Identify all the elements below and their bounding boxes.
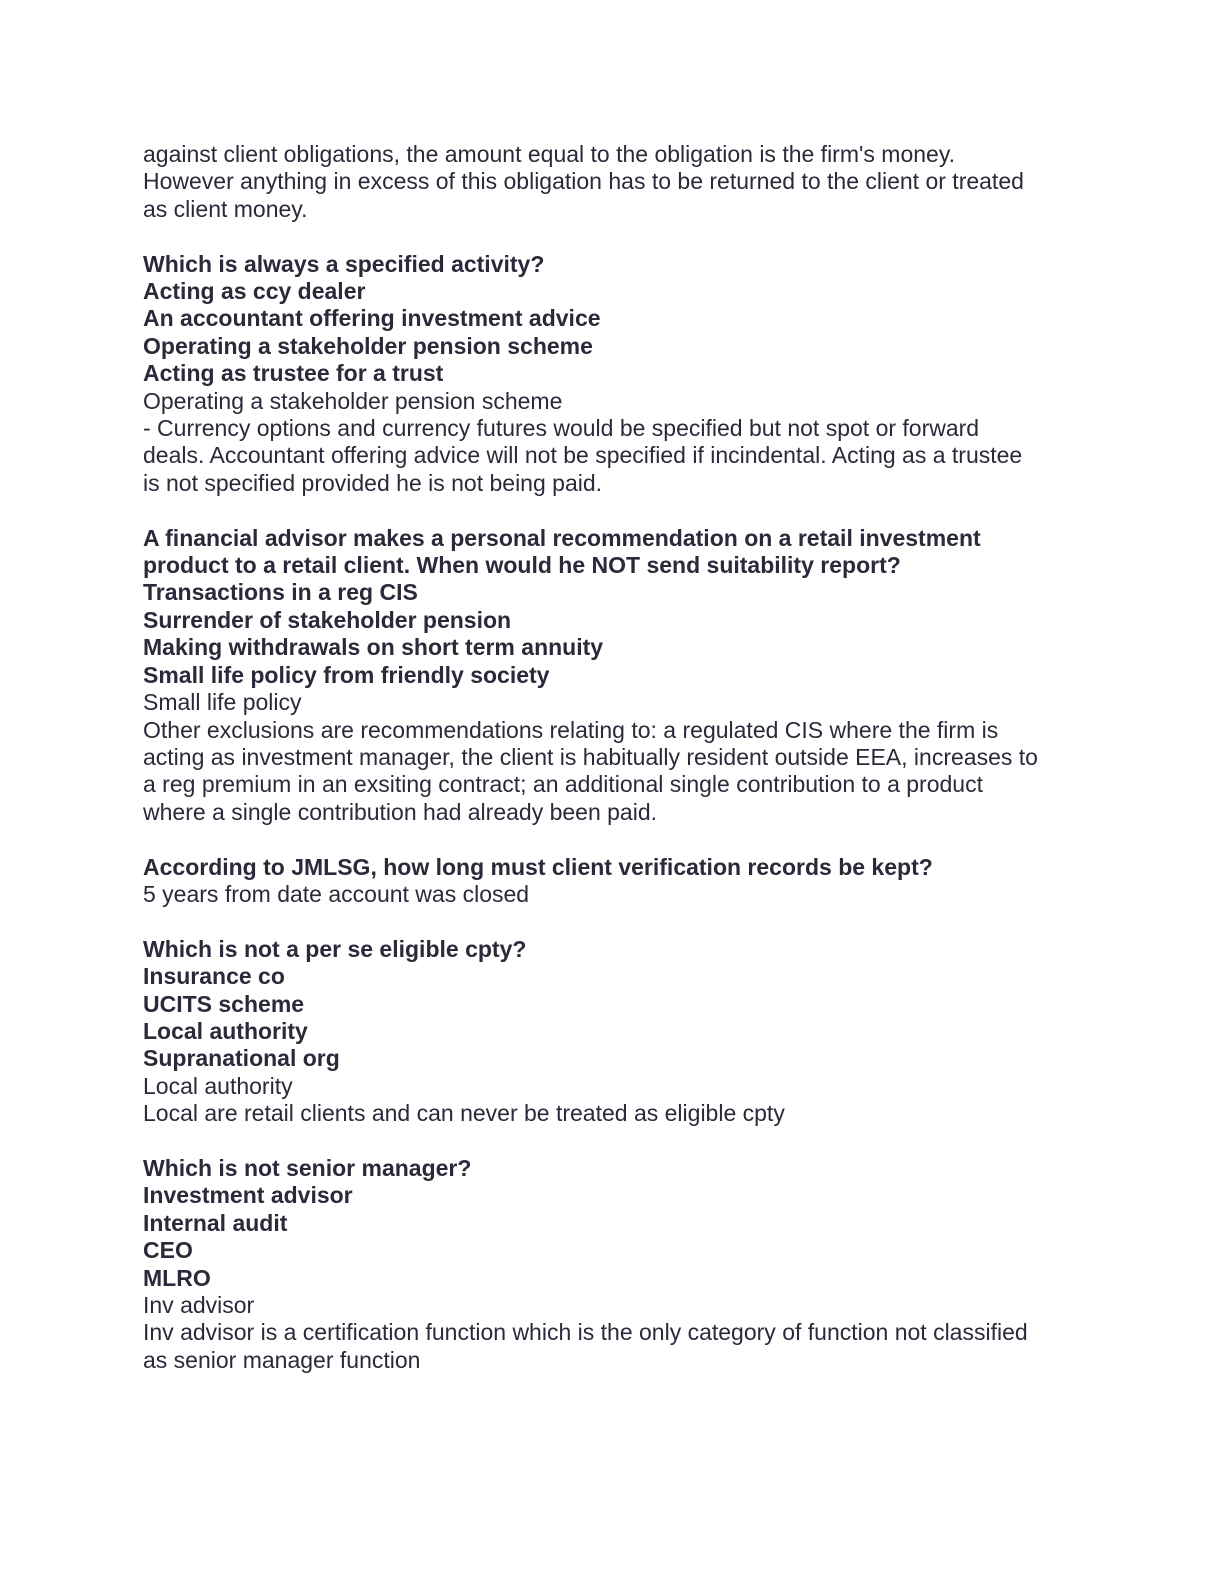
option-text: Surrender of stakeholder pension: [143, 606, 512, 633]
option-text: Small life policy from friendly society: [143, 661, 550, 688]
option-text: Acting as trustee for a trust: [143, 360, 444, 387]
explanation-line: a reg premium in an exsiting contract; an additional single contribution to a product: [143, 771, 983, 798]
question-text: According to JMLSG, how long must client verification records be kept?: [143, 853, 933, 880]
option-text: Investment advisor: [143, 1182, 353, 1209]
answer-text: Inv advisor: [143, 1291, 255, 1318]
option-text: Supranational org: [143, 1045, 340, 1072]
intro-line: as client money.: [143, 195, 308, 222]
explanation-line: deals. Accountant offering advice will not be specified if incindental. Acting as a trustee: [143, 442, 1023, 469]
option-text: Local authority: [143, 1017, 308, 1044]
flashcard: [143, 936, 1083, 1128]
paragraph-gap: [143, 497, 1083, 524]
explanation-line: is not specified provided he is not being paid.: [143, 469, 603, 496]
explanation-line: - Currency options and currency futures would be specified but not spot or forward: [143, 415, 980, 442]
option-text: An accountant offering investment advice: [143, 305, 601, 332]
explanation-line: as senior manager function: [143, 1346, 421, 1373]
question-text: Which is not senior manager?: [143, 1154, 472, 1181]
flashcard: [143, 525, 1083, 826]
paragraph-gap: [143, 223, 1083, 250]
question-text: A financial advisor makes a personal recommendation on a retail investment: [143, 524, 981, 551]
option-text: MLRO: [143, 1264, 211, 1291]
paragraph-gap: [143, 908, 1083, 935]
option-text: Acting as ccy dealer: [143, 278, 366, 305]
option-text: Transactions in a reg CIS: [143, 579, 418, 606]
document-page: [143, 141, 1083, 1374]
answer-text: Small life policy: [143, 689, 302, 716]
paragraph-gap: [143, 1128, 1083, 1155]
flashcard: [143, 854, 1083, 909]
answer-text: Operating a stakeholder pension scheme: [143, 387, 563, 414]
explanation-line: Inv advisor is a certification function which is the only category of function not classified: [143, 1319, 1028, 1346]
question-text: product to a retail client. When would he NOT send suitability report?: [143, 552, 901, 579]
question-text: Which is not a per se eligible cpty?: [143, 935, 527, 962]
option-text: UCITS scheme: [143, 990, 305, 1017]
explanation-line: where a single contribution had already been paid.: [143, 798, 658, 825]
option-text: Insurance co: [143, 963, 285, 990]
paragraph-gap: [143, 826, 1083, 853]
answer-text: 5 years from date account was closed: [143, 880, 530, 907]
question-text: Which is always a specified activity?: [143, 250, 545, 277]
explanation-line: acting as investment manager, the client is habitually resident outside EEA, increases to: [143, 743, 1038, 770]
flashcard: [143, 1155, 1083, 1374]
option-text: Operating a stakeholder pension scheme: [143, 332, 593, 359]
intro-line: against client obligations, the amount equal to the obligation is the firm's money.: [143, 141, 955, 167]
option-text: CEO: [143, 1237, 193, 1264]
intro-paragraph: [143, 141, 1083, 223]
option-text: Making withdrawals on short term annuity: [143, 634, 604, 661]
explanation-line: Local are retail clients and can never be treated as eligible cpty: [143, 1100, 785, 1127]
answer-text: Local authority: [143, 1072, 293, 1099]
explanation-line: Other exclusions are recommendations relating to: a regulated CIS where the firm is: [143, 716, 999, 743]
option-text: Internal audit: [143, 1209, 288, 1236]
intro-line: However anything in excess of this obligation has to be returned to the client or treated: [143, 168, 1024, 195]
flashcard: [143, 251, 1083, 498]
